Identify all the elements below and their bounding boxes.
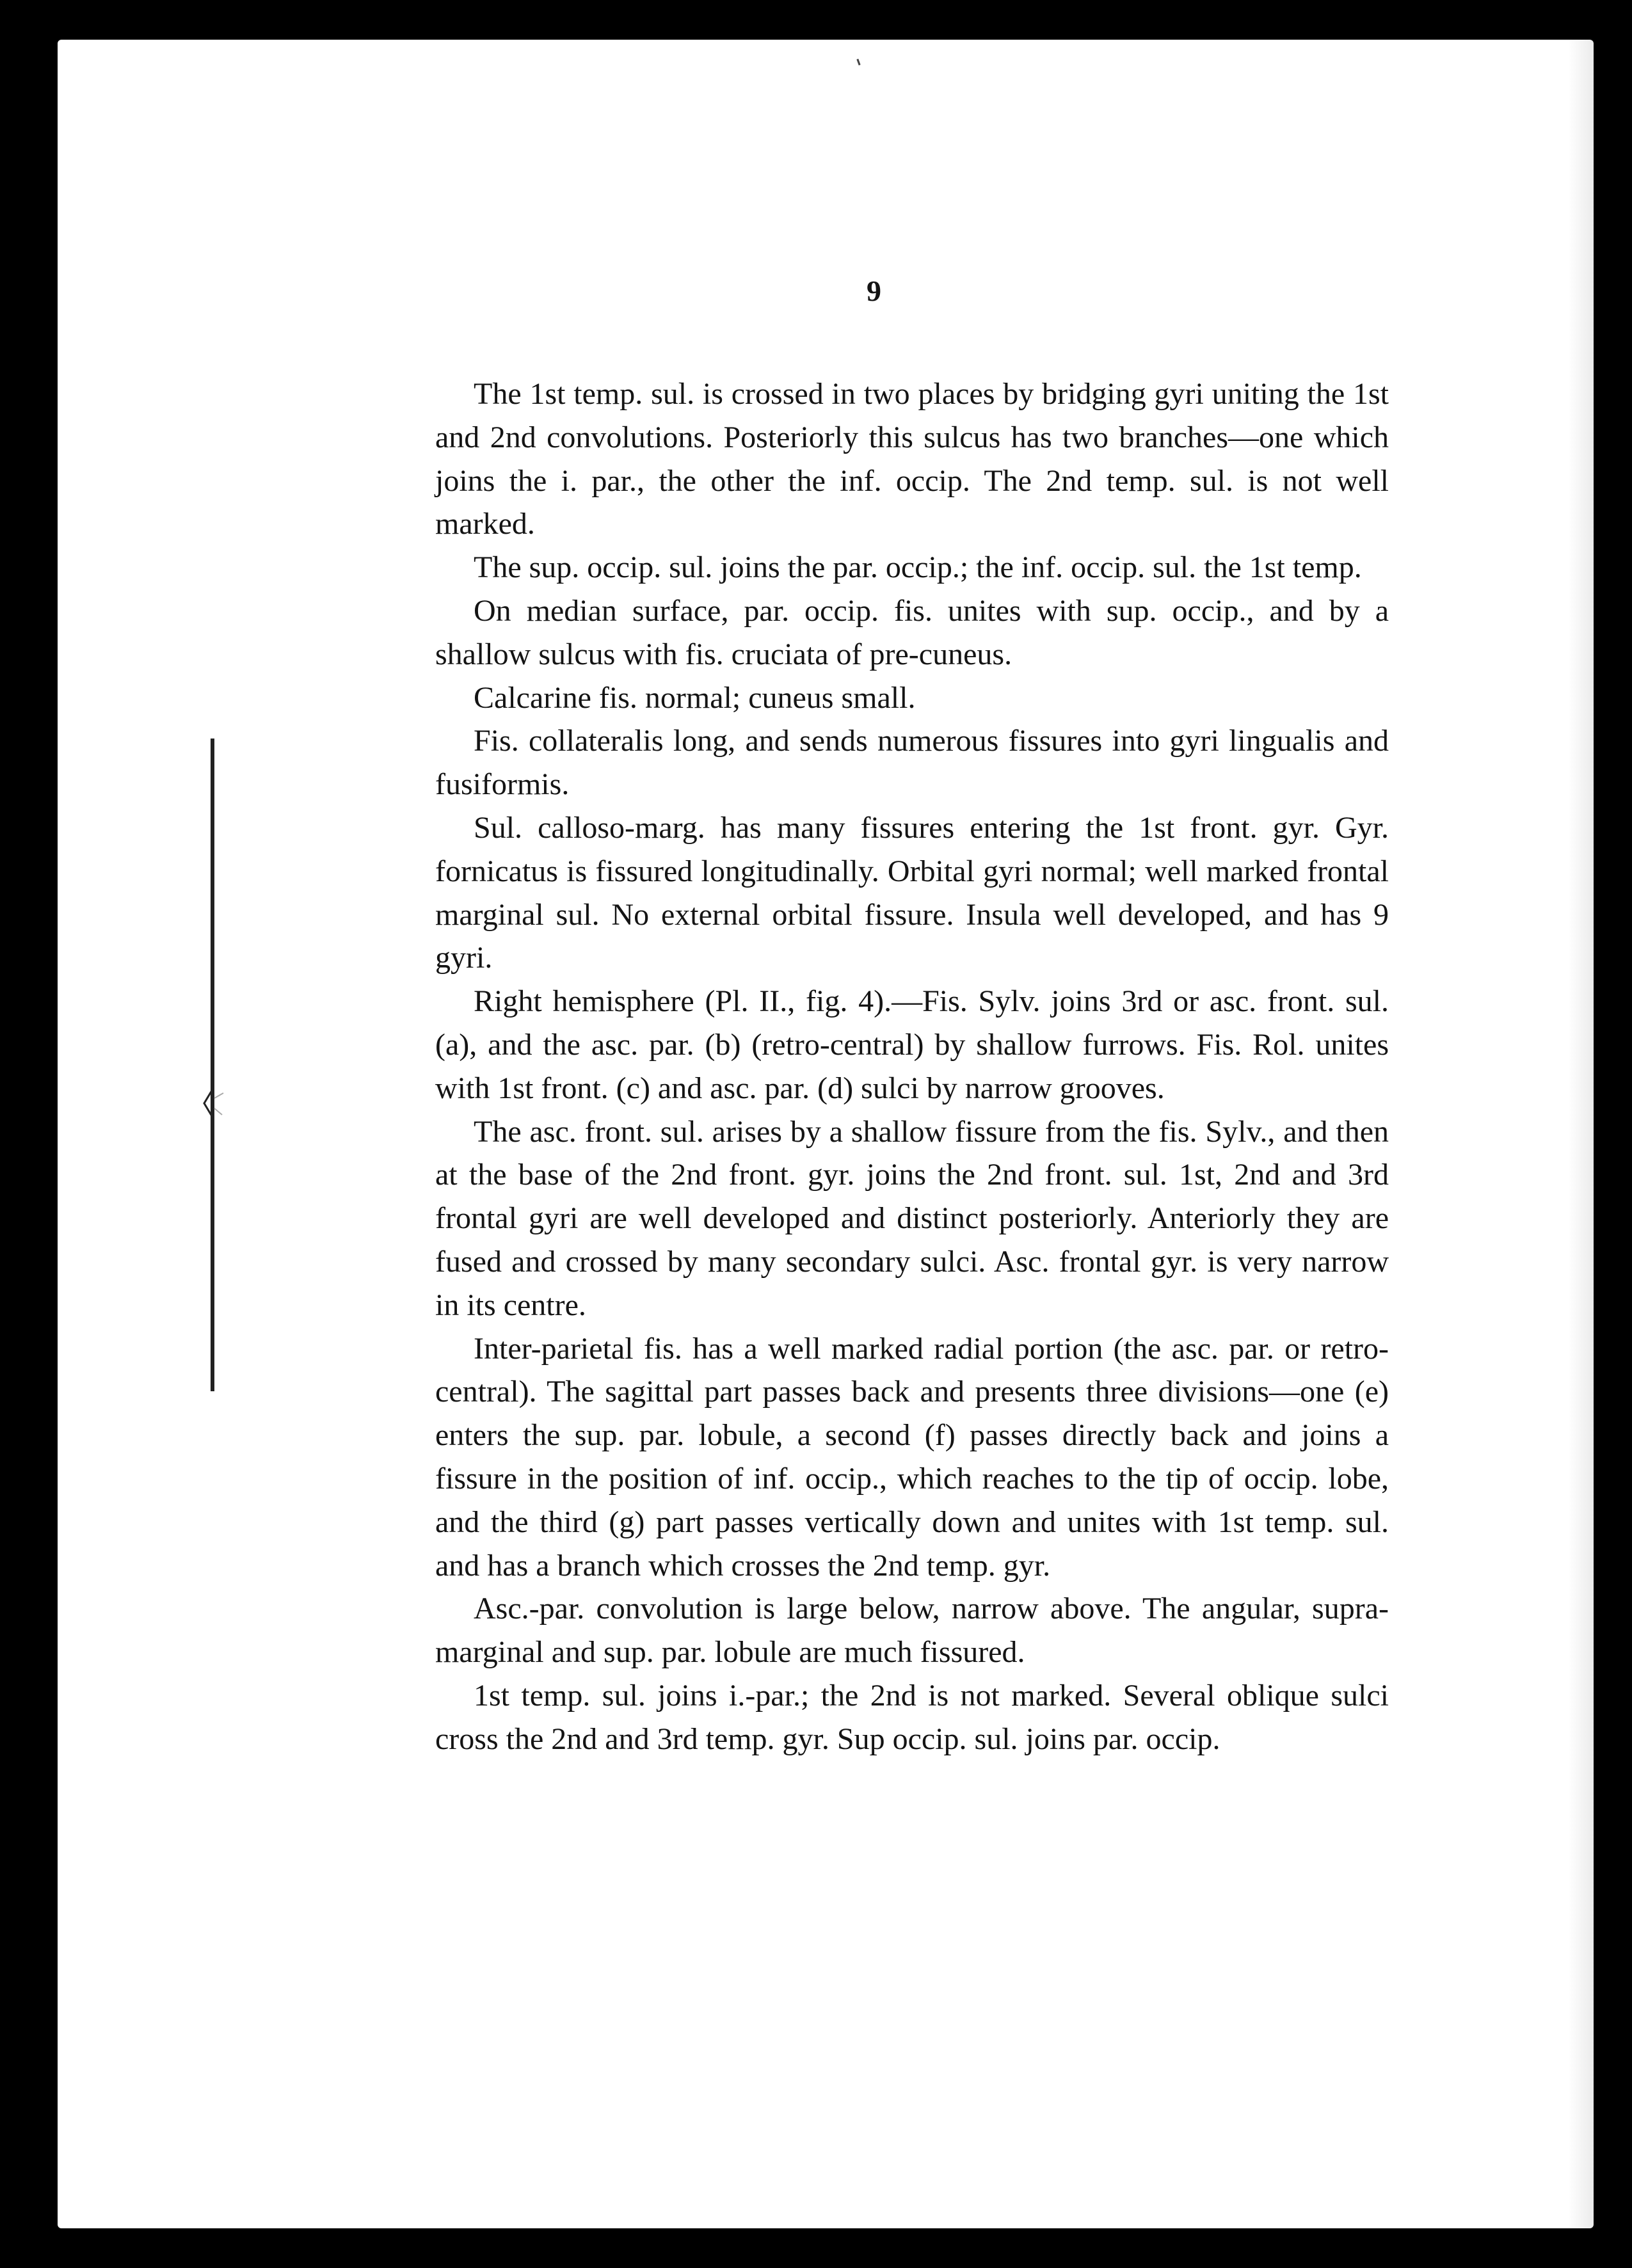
bracket-notch-icon: [203, 1084, 225, 1122]
page-number: 9: [867, 275, 881, 307]
scan-speck: [856, 59, 860, 65]
margin-bracket-annotation: [207, 739, 220, 1391]
scanned-page: [58, 40, 1594, 2228]
paragraph-8: The asc. front. sul. arises by a shallow fissure from the fis. Sylv., and then at the base of the 2nd front. gyr. joins the 2nd front. sul. 1st, 2nd and 3rd frontal gyri are well developed and distinct posteriorly. Anteriorly they are fused and crossed by many secondary sulci. Asc. frontal gyr. is very narrow in its centre.: [435, 1114, 1389, 1322]
paragraph-5: Fis. collateralis long, and sends numerous fissures into gyri lingualis and fusiformis.: [435, 724, 1389, 802]
paragraph-2: The sup. occip. sul. joins the par. occip.; the inf. occip. sul. the 1st temp.: [474, 550, 1362, 585]
paragraph-7: Right hemisphere (Pl. II., fig. 4).—Fis. Sylv. joins 3rd or asc. front. sul. (a), and the asc. par. (b) (retro-central) by shallow furrows. Fis. Rol. unites with 1st front. (c) and asc. par. (d) sulci by narrow grooves.: [435, 984, 1389, 1105]
page-edge-shadow: [1568, 40, 1594, 2228]
paragraph-4: Calcarine fis. normal; cuneus small.: [474, 680, 916, 715]
paragraph-11: 1st temp. sul. joins i.-par.; the 2nd is not marked. Several oblique sulci cross the 2nd and 3rd temp. gyr. Sup occip. sul. joins par. occip.: [435, 1678, 1389, 1756]
paragraph-1: The 1st temp. sul. is crossed in two places by bridging gyri uniting the 1st and 2nd convolutions. Posteriorly this sulcus has two branches—one which joins the i. par., the other the inf. occip. The 2nd temp. sul. is not well marked.: [435, 377, 1389, 541]
paragraph-6: Sul. calloso-marg. has many fissures entering the 1st front. gyr. Gyr. fornicatus is fissured longitudinally. Orbital gyri normal; well marked frontal marginal sul. No external orbital fissure. Insula well developed, and has 9 gyri.: [435, 810, 1389, 975]
body-text: [435, 372, 1389, 1761]
bracket-line: [211, 739, 214, 1391]
paragraph-3: On median surface, par. occip. fis. unites with sup. occip., and by a shallow sulcus with fis. cruciata of pre-cuneus.: [435, 593, 1389, 671]
paragraph-9: Inter-parietal fis. has a well marked radial portion (the asc. par. or retro-central). The sagittal part passes back and presents three divisions—one (e) enters the sup. par. lobule, a second (f) passes directly back and joins a fissure in the position of inf. occip., which reaches to the tip of occip. lobe, and the third (g) part passes vertically down and unites with 1st temp. sul. and has a branch which crosses the 2nd temp. gyr.: [435, 1331, 1389, 1583]
paragraph-10: Asc.-par. convolution is large below, narrow above. The angular, supra-marginal and sup. par. lobule are much fissured.: [435, 1592, 1389, 1670]
